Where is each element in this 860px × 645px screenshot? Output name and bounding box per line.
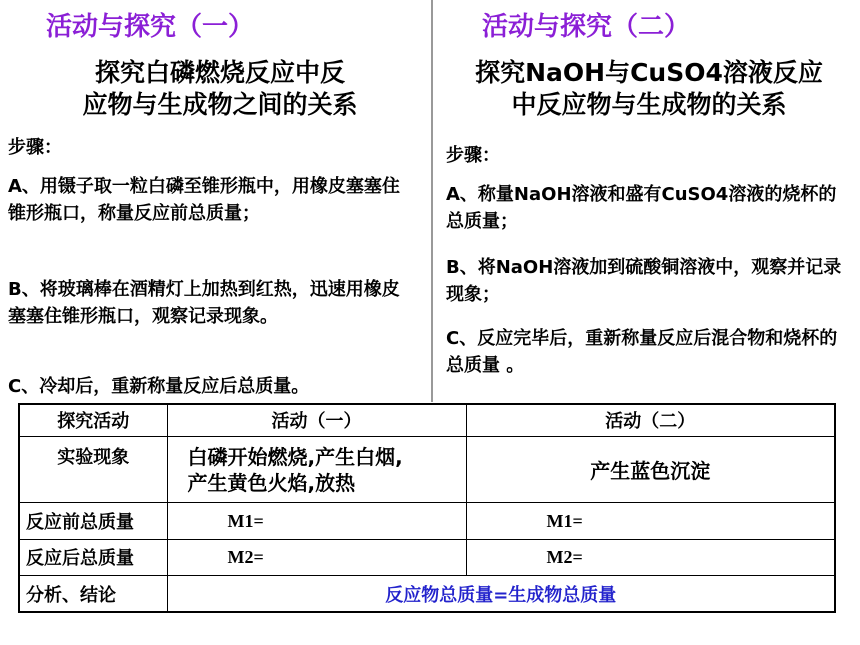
right-subtitle-line2: 中反应物与生成物的关系	[511, 90, 787, 119]
after-mass-activity-1	[167, 539, 466, 575]
after-mass-row	[19, 539, 835, 575]
left-steps-label: 步骤：	[8, 137, 62, 158]
left-heading: 活动与探究（一）	[46, 12, 255, 42]
left-step-c: C、冷却后，重新称量反应后总质量。	[8, 376, 310, 397]
before-mass-row	[19, 503, 835, 539]
right-subtitle-line1-text: 探究NaOH与CuSO4溶液反应	[475, 58, 823, 87]
left-subtitle	[20, 57, 420, 121]
before-mass-label: 反应前总质量	[19, 503, 167, 539]
header-activity: 探究活动	[19, 404, 167, 436]
before-mass-2-value: M1=	[546, 510, 583, 531]
phenomenon-1-line2: 产生黄色火焰,放热	[187, 470, 356, 495]
left-step-a: A、用镊子取一粒白磷至锥形瓶中，用橡皮塞塞住锥形瓶口，称量反应前总质量；	[8, 176, 400, 224]
left-subtitle-line1: 探究白磷燃烧反应中反	[94, 58, 345, 87]
results-table	[18, 403, 836, 613]
after-mass-label: 反应后总质量	[19, 539, 167, 575]
before-mass-1-value: M1=	[227, 510, 264, 531]
left-subtitle-line2: 应物与生成物之间的关系	[82, 90, 358, 119]
after-mass-activity-2	[466, 539, 835, 575]
header-activity-2: 活动（二）	[466, 404, 835, 436]
left-step-b: B、将玻璃棒在酒精灯上加热到红热，迅速用橡皮塞塞住锥形瓶口，观察记录现象。	[8, 279, 400, 327]
table-header-row	[19, 404, 835, 436]
before-mass-activity-2	[466, 503, 835, 539]
right-subtitle	[440, 57, 858, 121]
phenomenon-row	[19, 436, 835, 503]
header-activity-1: 活动（一）	[167, 404, 466, 436]
after-mass-2-value: M2=	[546, 546, 583, 567]
phenomenon-activity-1	[167, 436, 466, 503]
conclusion-row	[19, 576, 835, 612]
right-step-a: A、称量NaOH溶液和盛有CuSO4溶液的烧杯的总质量；	[446, 184, 837, 232]
phenomenon-1-line1: 白磷开始燃烧,产生白烟,	[187, 444, 403, 469]
column-divider	[431, 0, 433, 402]
right-step-b: B、将NaOH溶液加到硫酸铜溶液中，观察并记录现象；	[446, 257, 842, 305]
conclusion-label: 分析、结论	[19, 576, 167, 612]
phenomenon-label: 实验现象	[19, 436, 167, 503]
conclusion-text: 反应物总质量=生成物总质量	[167, 576, 835, 612]
phenomenon-activity-2: 产生蓝色沉淀	[466, 436, 835, 503]
right-steps-label: 步骤：	[446, 145, 500, 166]
right-step-c: C、反应完毕后，重新称量反应后混合物和烧杯的总质量 。	[446, 328, 838, 376]
after-mass-1-value: M2=	[227, 546, 264, 567]
right-subtitle-line1	[440, 57, 858, 89]
before-mass-activity-1	[167, 503, 466, 539]
right-heading: 活动与探究（二）	[482, 12, 691, 42]
